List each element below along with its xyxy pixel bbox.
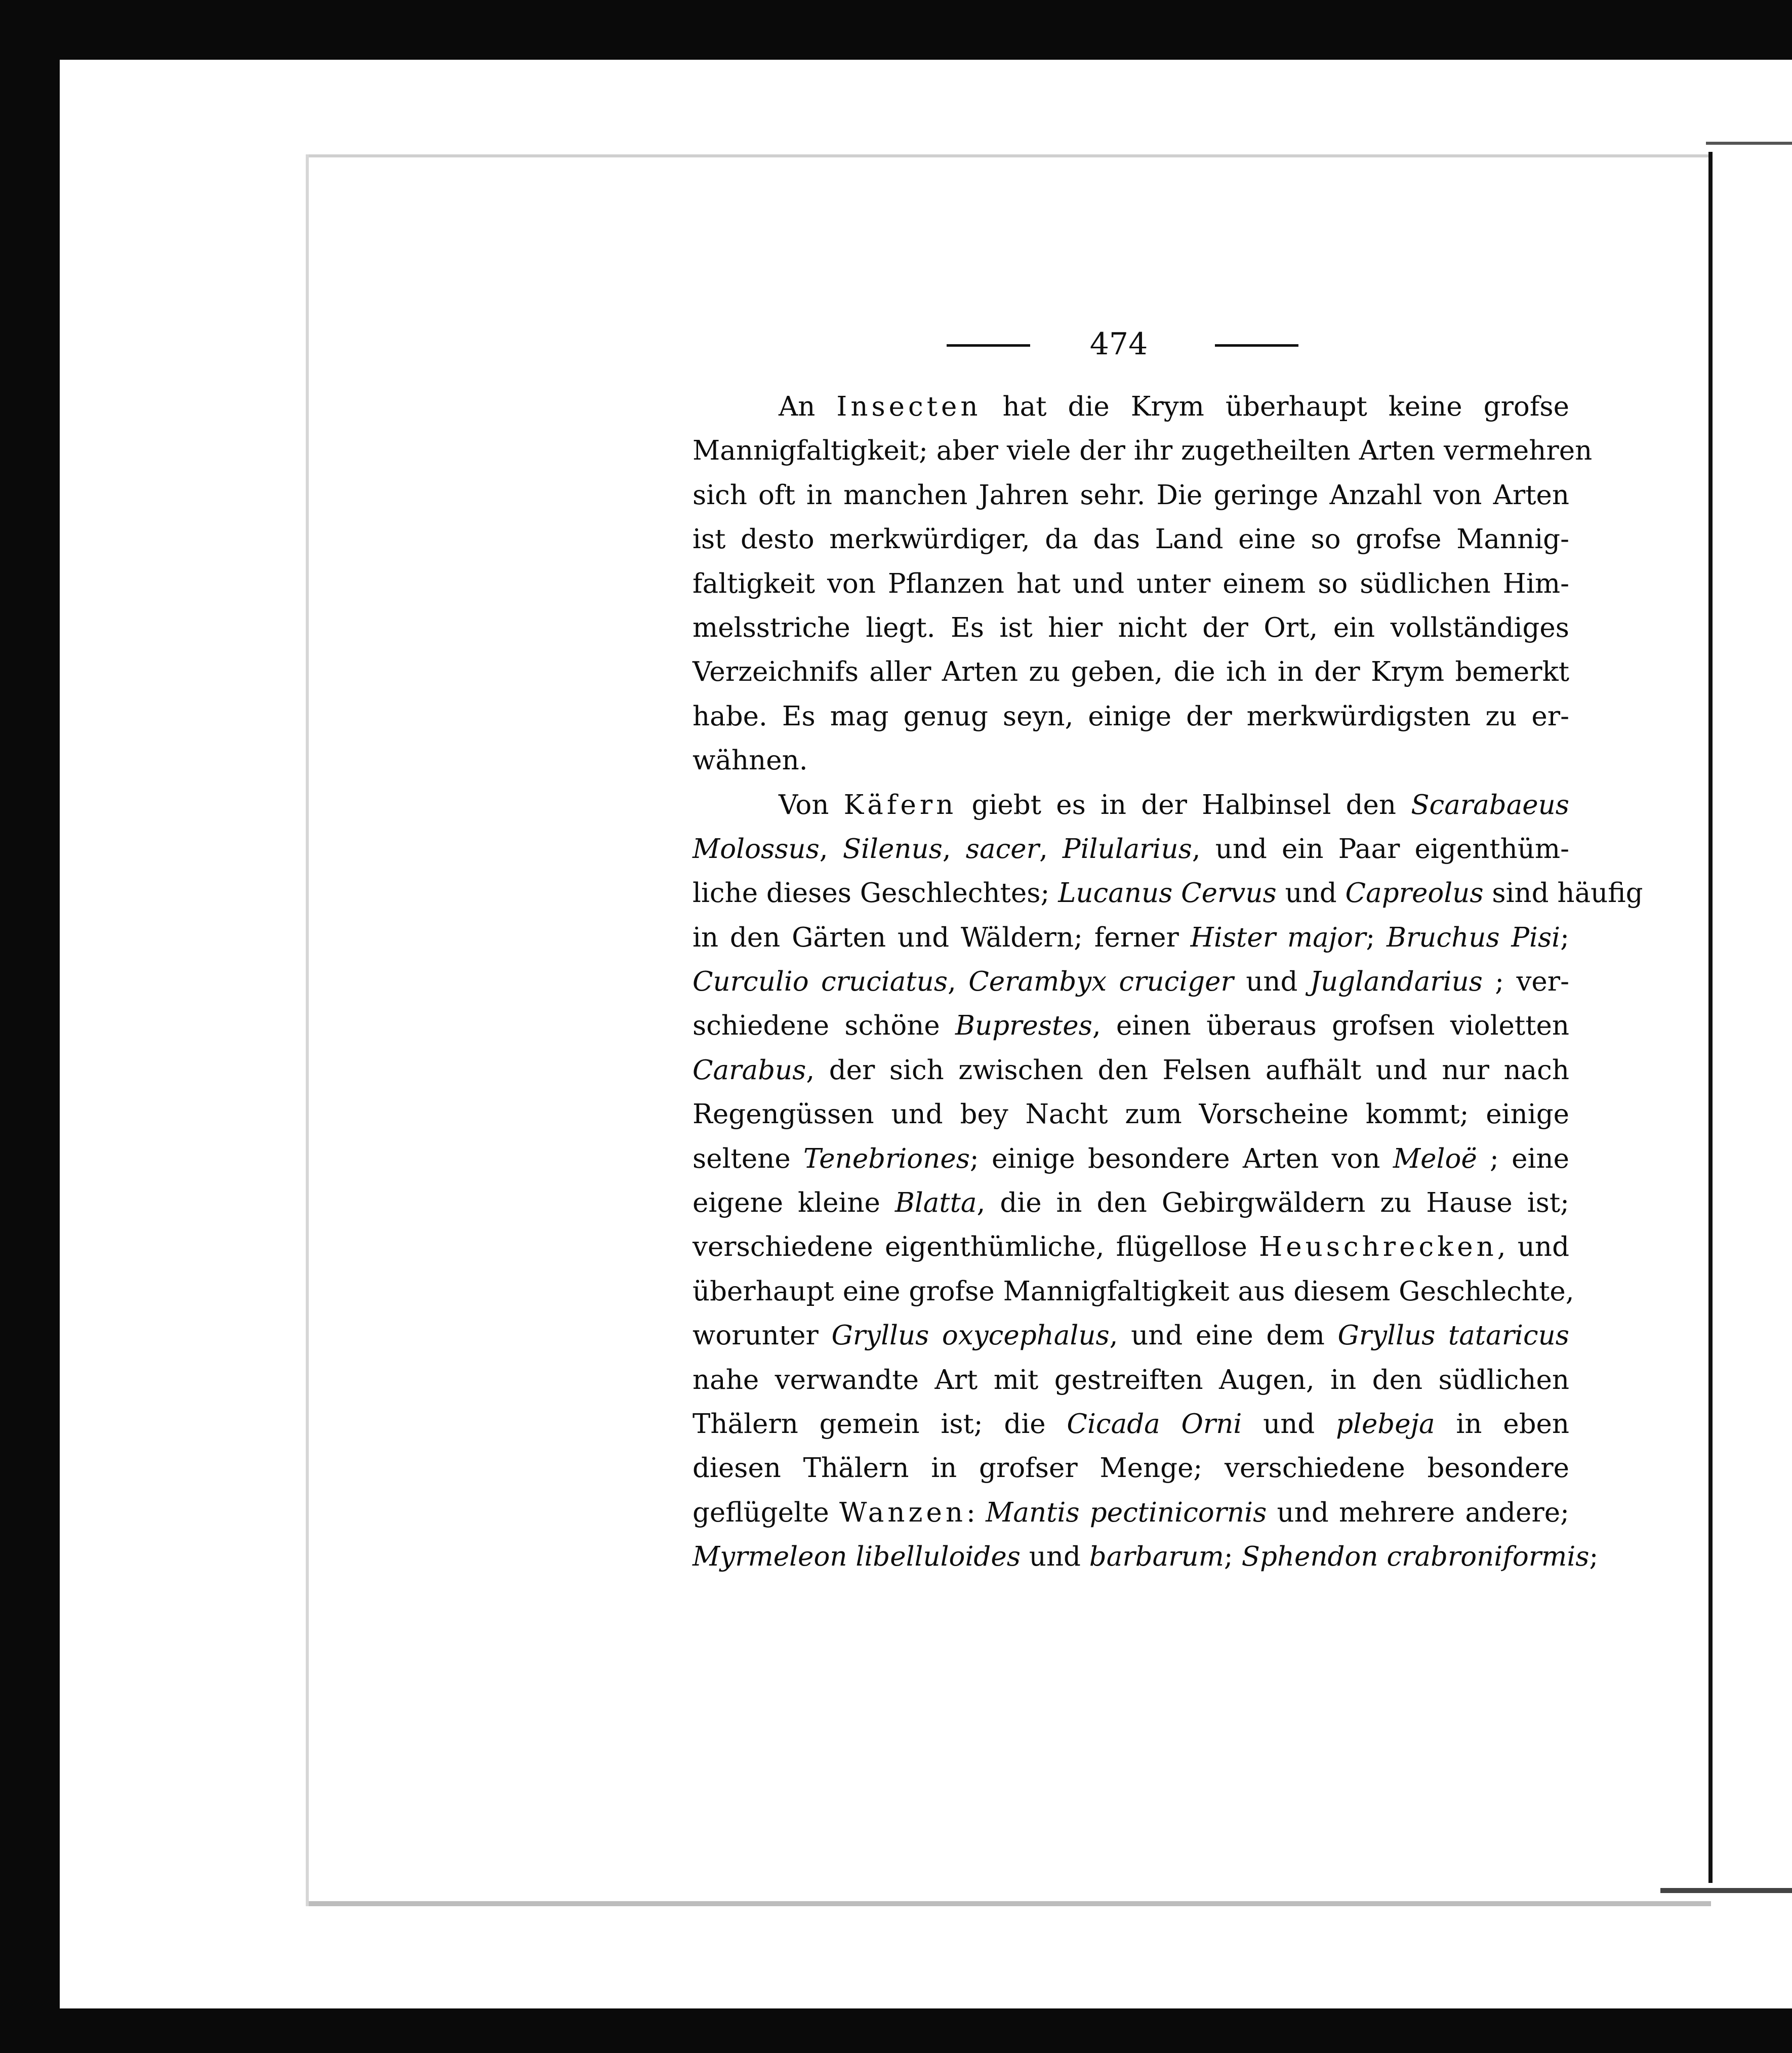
text-run: , die in den Gebirgwäldern zu Hause ist; [976, 1187, 1570, 1219]
italic-term: barbarum [1089, 1541, 1224, 1573]
italic-term: plebeja [1336, 1408, 1435, 1440]
text-run: melsstriche liegt. Es ist hier nicht der Ort, ein vollständiges [693, 612, 1569, 643]
page-number: 474 [1089, 326, 1148, 362]
body-text [693, 385, 1643, 1579]
text-line [693, 738, 1569, 783]
text-run: , und [1497, 1231, 1569, 1263]
text-run: Von [779, 789, 844, 820]
italic-term: Carabus [693, 1054, 806, 1086]
text-run: faltigkeit von Pflanzen hat und unter einem so südlichen Him- [693, 568, 1569, 599]
spaced-emphasis: Heuschrecken [1259, 1231, 1497, 1263]
text-line [693, 871, 1643, 915]
text-line [693, 1358, 1569, 1402]
text-line [693, 1269, 1574, 1313]
text-run: Verzeichnifs aller Arten zu geben, die ich in der Krym bemerkt [693, 656, 1569, 688]
text-run: ; [1589, 1541, 1599, 1573]
spaced-emphasis: Insecten [836, 391, 982, 422]
italic-term: Scarabaeus [1411, 789, 1569, 820]
text-line [693, 1048, 1569, 1092]
header-rule-left [947, 344, 1030, 347]
text-run: und mehrere andere; [1267, 1497, 1569, 1528]
text-run: überhaupt eine grofse Mannigfaltigkeit aus diesem Geschlechte, [693, 1276, 1574, 1307]
italic-term: Juglandarius [1310, 966, 1483, 998]
text-run: ; einige besondere Arten von [969, 1143, 1393, 1174]
next-page-edge-bottom [1660, 1888, 1792, 1893]
text-run: seltene [693, 1143, 803, 1174]
italic-term: Capreolus [1345, 878, 1484, 909]
text-run: eigene kleine [693, 1187, 895, 1219]
italic-term: Curculio cruciatus [693, 966, 948, 998]
text-line [693, 1004, 1569, 1048]
spaced-emphasis: Käfern [843, 789, 957, 820]
italic-term: Hister major [1190, 922, 1366, 953]
text-line [693, 562, 1569, 606]
text-run: hat die Krym überhaupt keine grofse [981, 391, 1569, 422]
text-run: giebt es in der Halbinsel den [957, 789, 1411, 820]
text-line [693, 1092, 1569, 1136]
text-line [693, 1313, 1569, 1358]
spaced-emphasis: Wanzen [839, 1497, 966, 1528]
text-run: , [1039, 833, 1063, 865]
italic-term: Mantis pectinicornis [986, 1497, 1267, 1528]
text-run: : [966, 1497, 986, 1528]
text-run: habe. Es mag genug seyn, einige der merkwürdigsten zu er- [693, 701, 1569, 732]
text-run: verschiedene eigenthümliche, flügellose [693, 1231, 1259, 1263]
italic-term: Myrmeleon libelluloides [693, 1541, 1021, 1573]
italic-term: Buprestes [955, 1010, 1092, 1042]
text-run: ; [1560, 922, 1569, 953]
text-run: geflügelte [693, 1497, 839, 1528]
text-run: in den Gärten und Wäldern; ferner [693, 922, 1191, 953]
text-run: nahe verwandte Art mit gestreiften Augen, in den südlichen [693, 1364, 1569, 1395]
text-run: , [819, 833, 843, 865]
text-line [693, 606, 1569, 650]
text-run: worunter [693, 1320, 832, 1351]
italic-term: Pilularius [1062, 833, 1192, 865]
text-run: An [779, 391, 837, 422]
text-line [693, 1137, 1569, 1181]
text-run: , der sich zwischen den Felsen aufhält und nur nach [806, 1054, 1569, 1086]
text-run: , [942, 833, 966, 865]
text-line [693, 1535, 1599, 1579]
text-run: in eben [1435, 1408, 1570, 1440]
text-run: , und eine dem [1109, 1320, 1338, 1351]
text-run: ; eine [1477, 1143, 1569, 1174]
italic-term: Blatta [894, 1187, 977, 1219]
header-rule-right [1215, 344, 1298, 347]
paragraph [693, 783, 1643, 1579]
italic-term: Molossus [693, 833, 820, 865]
text-run: Mannigfaltigkeit; aber viele der ihr zugetheilten Arten vermehren [693, 435, 1593, 467]
text-run: und [1020, 1541, 1089, 1573]
text-line [693, 1181, 1569, 1225]
text-run: und [1276, 878, 1346, 909]
italic-term: Gryllus tataricus [1337, 1320, 1570, 1351]
italic-term: Sphendon crabroniformis [1241, 1541, 1590, 1573]
next-page-edge [1708, 152, 1713, 1883]
text-line [693, 1225, 1569, 1269]
text-line [693, 694, 1569, 738]
scan-border-top [0, 0, 1792, 60]
italic-term: Cerambyx cruciger [968, 966, 1234, 998]
text-line [693, 429, 1593, 473]
text-line [693, 783, 1569, 827]
scan-border-bottom [0, 2008, 1792, 2053]
next-page-edge-top [1706, 142, 1792, 145]
text-run: , einen überaus grofsen violetten [1092, 1010, 1569, 1042]
text-run: ist desto merkwürdiger, da das Land eine so grofse Mannig- [693, 524, 1569, 555]
text-line [693, 916, 1569, 960]
text-run: diesen Thälern in grofser Menge; verschiedene besondere [693, 1453, 1569, 1484]
italic-term: Silenus [842, 833, 943, 865]
italic-term: Cicada Orni [1067, 1408, 1242, 1440]
italic-term: Lucanus Cervus [1058, 878, 1277, 909]
text-run: , [948, 966, 969, 998]
text-run: Thälern gemein ist; die [693, 1408, 1067, 1440]
text-line [693, 1491, 1569, 1535]
text-run: liche dieses Geschlechtes; [693, 878, 1058, 909]
italic-term: Bruchus Pisi [1387, 922, 1561, 953]
text-run: sind häufig [1483, 878, 1643, 909]
text-line [693, 960, 1569, 1004]
italic-term: sacer [965, 833, 1039, 865]
text-run: sich oft in manchen Jahren sehr. Die geringe Anzahl von Arten [693, 479, 1569, 511]
italic-term: Meloë [1393, 1143, 1477, 1174]
text-run: schiedene schöne [693, 1010, 956, 1042]
text-line [693, 827, 1569, 871]
page-header [942, 324, 1296, 364]
text-run: , und ein Paar eigenthüm- [1192, 833, 1570, 865]
text-line [693, 473, 1569, 517]
text-run: und [1242, 1408, 1336, 1440]
text-run: Regengüssen und bey Nacht zum Vorscheine kommt; einige [693, 1099, 1569, 1130]
text-run: ; [1224, 1541, 1242, 1573]
text-run: ; ver- [1482, 966, 1569, 998]
text-run: ; [1366, 922, 1387, 953]
paragraph [693, 385, 1593, 783]
text-line [693, 517, 1569, 561]
text-run: und [1233, 966, 1310, 998]
text-line [693, 385, 1569, 429]
scan-border-left [0, 0, 60, 2053]
text-line [693, 650, 1569, 694]
text-line [693, 1446, 1569, 1490]
text-run: wähnen. [693, 745, 808, 776]
italic-term: Tenebriones [803, 1143, 970, 1174]
text-line [693, 1402, 1569, 1446]
italic-term: Gryllus oxycephalus [831, 1320, 1110, 1351]
